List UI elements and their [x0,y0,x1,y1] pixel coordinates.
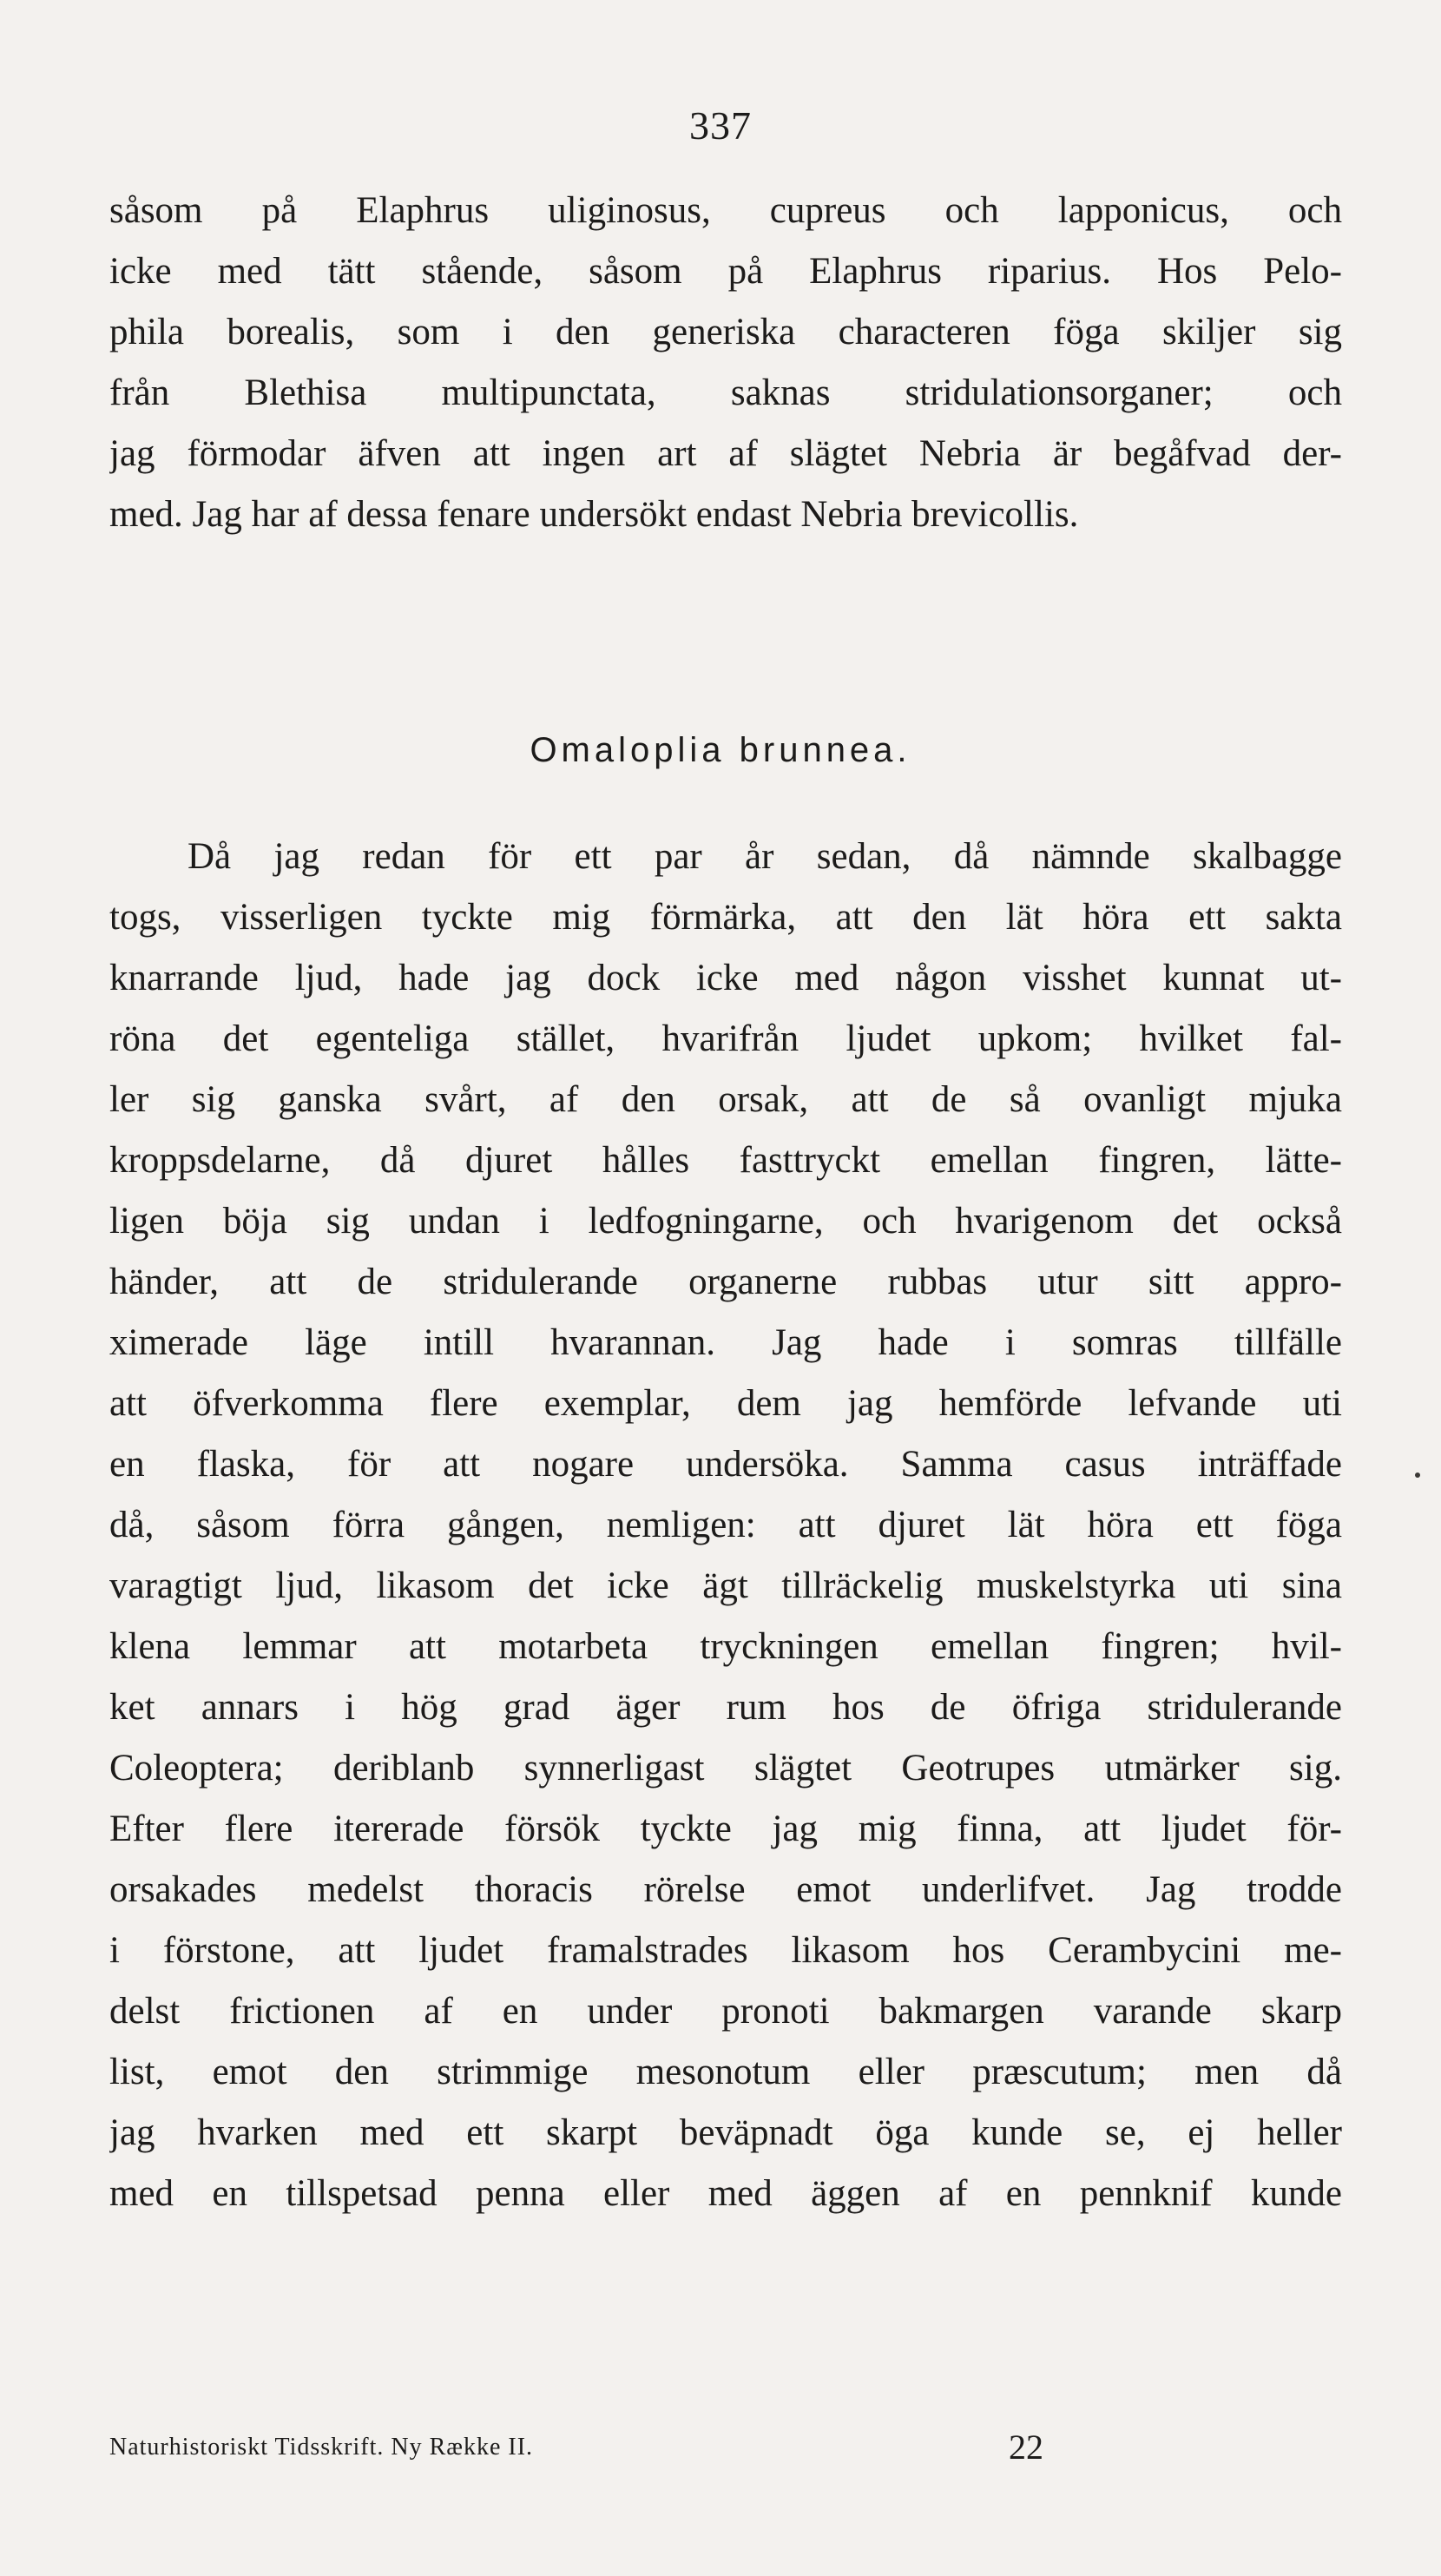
text-line: phila borealis, som i den generiska characteren föga skiljer sig [109,312,1342,352]
text-line: list, emot den strimmige mesonotum eller præscutum; men då [109,2052,1342,2092]
text-line: knarrande ljud, hade jag dock icke med någon visshet kunnat ut- [109,958,1342,998]
text-line: klena lemmar att motarbeta tryckningen emellan fingren; hvil- [109,1626,1342,1667]
text-line: ligen böja sig undan i ledfogningarne, och hvarigenom det också [109,1201,1342,1242]
section-heading: Omaloplia brunnea. [530,731,911,769]
page-number: 337 [689,103,752,148]
text-line: orsakades medelst thoracis rörelse emot underlifvet. Jag trodde [109,1869,1342,1910]
text-line: ler sig ganska svårt, af den orsak, att de så ovanligt mjuka [109,1079,1342,1120]
text-line: varagtigt ljud, likasom det icke ägt tillräckelig muskelstyrka uti sina [109,1565,1342,1606]
text-line: då, såsom förra gången, nemligen: att djuret lät höra ett föga [109,1505,1342,1545]
signature-text: Naturhistoriskt Tidsskrift. Ny Række II. [109,2434,534,2461]
text-line: röna det egenteliga stället, hvarifrån ljudet upkom; hvilket fal- [109,1018,1342,1059]
paragraph-1 [109,181,1342,545]
text-line: Efter flere itererade försök tyckte jag mig finna, att ljudet för- [109,1808,1342,1849]
text-line: i förstone, att ljudet framalstrades likasom hos Cerambycini me- [109,1930,1342,1971]
text-line: jag förmodar äfven att ingen art af slägtet Nebria är begåfvad der- [109,433,1342,474]
text-line: med. Jag har af dessa fenare undersökt endast Nebria brevicollis. [109,494,1079,535]
text-line: ket annars i hög grad äger rum hos de öfriga stridulerande [109,1687,1342,1728]
text-line: såsom på Elaphrus uliginosus, cupreus och lapponicus, och [109,190,1342,231]
text-line: kroppsdelarne, då djuret hålles fasttryckt emellan fingren, lätte- [109,1140,1342,1181]
text-line: icke med tätt stående, såsom på Elaphrus riparius. Hos Pelo- [109,251,1342,292]
text-line: med en tillspetsad penna eller med äggen af en pennknif kunde [109,2173,1342,2214]
text-line: Coleoptera; deriblanb synnerligast slägtet Geotrupes utmärker sig. [109,1748,1342,1789]
page-footer [109,2427,1342,2479]
text-line: händer, att de stridulerande organerne rubbas utur sitt appro- [109,1262,1342,1302]
paragraph-2 [109,827,1342,2224]
signature-number: 22 [1009,2428,1043,2467]
text-line: Då jag redan för ett par år sedan, då nämnde skalbagge [188,836,1342,877]
margin-dot [1415,1472,1420,1478]
text-line: från Blethisa multipunctata, saknas stridulationsorganer; och [109,372,1342,413]
text-line: jag hvarken med ett skarpt beväpnadt öga kunde se, ej heller [109,2112,1342,2153]
text-line: togs, visserligen tyckte mig förmärka, att den lät höra ett sakta [109,897,1342,938]
text-line: delst frictionen af en under pronoti bakmargen varande skarp [109,1991,1342,2032]
text-line: ximerade läge intill hvarannan. Jag hade i somras tillfälle [109,1322,1342,1363]
text-line: en flaska, för att nogare undersöka. Samma casus inträffade [109,1444,1342,1485]
text-line: att öfverkomma flere exemplar, dem jag hemförde lefvande uti [109,1383,1342,1424]
